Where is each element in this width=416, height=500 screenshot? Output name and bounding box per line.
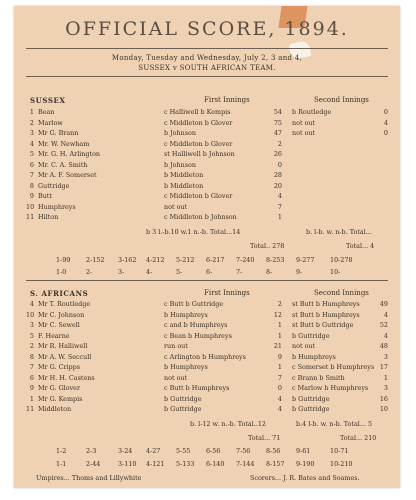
batsman-name: Mr G. Brann — [38, 129, 79, 137]
dismissal-first: c Halliwell b Kempis — [164, 108, 231, 116]
wicket-score: 4-27 — [146, 447, 161, 455]
batsman-row — [14, 373, 400, 384]
wicket-score: 4- — [146, 268, 153, 276]
batsman-name: Mr R. Halliwell — [38, 342, 88, 350]
dismissal-second: c Somerset b Humphreys — [292, 363, 375, 371]
batting-order: 10 — [26, 310, 35, 319]
wicket-score: 3-110 — [118, 460, 137, 468]
batting-order: 8 — [29, 352, 34, 361]
batsman-row — [14, 170, 400, 181]
batting-order: 5 — [29, 150, 34, 158]
divider — [26, 48, 388, 49]
batsman-name: Mr G. Cripps — [38, 363, 81, 371]
batsman-row — [14, 362, 400, 373]
batsman-row — [14, 352, 400, 363]
batsman-name: Butt — [38, 192, 52, 200]
dismissal-first: c Arlington b Humphreys — [164, 352, 246, 361]
batting-order: 8 — [29, 181, 34, 190]
wicket-score: 5-133 — [176, 460, 195, 468]
batsman-row — [14, 299, 400, 310]
batsman-row — [14, 107, 400, 118]
total-first: Total... 71 — [248, 434, 281, 442]
dismissal-second: c Brann b Smith — [292, 373, 345, 382]
batsman-row — [14, 202, 400, 213]
batsman-row — [14, 341, 400, 352]
dismissal-second: not out — [292, 342, 316, 350]
extras-first: b 3 l.-b.10 w.1 n.-b. Total...14 — [146, 228, 241, 236]
batsman-name: Guttridge — [38, 181, 70, 190]
batsman-name: Mr A. W. Seccull — [38, 352, 92, 361]
wicket-score: 6-56 — [206, 447, 221, 455]
wicket-score: 8-253 — [266, 256, 285, 264]
batting-order: 4 — [29, 139, 34, 148]
batting-order: 10 — [26, 202, 35, 211]
match-dates: Monday, Tuesday and Wednesday, July 2, 3 and 4, — [111, 54, 303, 62]
wicket-score: 10- — [330, 268, 341, 276]
runs-first: 28 — [273, 171, 282, 179]
second-innings-heading: Second Innings — [314, 96, 369, 104]
batsman-name: Mr C. Sewell — [38, 321, 80, 329]
batting-order: 3 — [29, 129, 34, 137]
batsman-name: Bean — [38, 108, 55, 116]
wicket-score: 6-217 — [206, 256, 225, 264]
batsman-row — [14, 394, 400, 405]
batsman-row — [14, 212, 400, 223]
runs-first: 47 — [273, 129, 282, 137]
wicket-score: 9-190 — [296, 460, 315, 468]
total-second: Total... 210 — [340, 434, 377, 442]
runs-first: 2 — [277, 300, 282, 308]
batsman-name: F. Hearne — [38, 331, 70, 340]
dismissal-second: b Guttridge — [292, 331, 330, 340]
dismissal-first: b Johnson — [164, 160, 197, 169]
batting-order: 5 — [29, 331, 34, 340]
batting-order: 1 — [29, 394, 34, 403]
wicket-score: 2- — [86, 268, 93, 276]
dismissal-first: c Middleton b Glover — [164, 192, 233, 200]
dismissal-first: not out — [164, 202, 188, 211]
batsman-row — [14, 181, 400, 192]
runs-first: 20 — [273, 181, 282, 190]
dismissal-first: b Guttridge — [164, 394, 202, 403]
runs-second: 4 — [383, 310, 388, 319]
divider — [26, 76, 388, 77]
batting-table — [14, 107, 400, 223]
batting-order: 4 — [29, 300, 34, 308]
dismissal-second: c Marlow b Humphreys — [292, 384, 369, 392]
wicket-score: 1-99 — [56, 256, 71, 264]
runs-first: 75 — [273, 118, 282, 127]
dismissal-second: st Butt b Guttridge — [292, 321, 354, 329]
extras-second: b.4 l-b. w. n-b. Total... 5 — [296, 420, 373, 428]
batting-order: 6 — [29, 373, 34, 382]
extras-second: b. l-b. w. n-b. Total... — [306, 228, 372, 236]
runs-first: 1 — [277, 363, 282, 371]
runs-first: 26 — [273, 150, 282, 158]
runs-first: 7 — [277, 202, 282, 211]
batting-order: 3 — [29, 321, 34, 329]
runs-second: 10 — [379, 405, 388, 413]
dismissal-second: b Humphreys — [292, 352, 336, 361]
wicket-score: 5-212 — [176, 256, 195, 264]
wicket-score: 1-2 — [56, 447, 67, 455]
batting-table — [14, 299, 400, 415]
match-title: SUSSEX v SOUTH AFRICAN TEAM. — [138, 64, 276, 72]
runs-second: 0 — [383, 108, 388, 116]
wicket-score: 8- — [266, 268, 273, 276]
batsman-name: Mr G. Glover — [38, 384, 81, 392]
batting-order: 11 — [26, 213, 35, 221]
batsman-name: Mr A. F. Somerset — [38, 171, 97, 179]
wicket-score: 7- — [236, 268, 243, 276]
batsman-name: Mr C. Johnson — [38, 310, 85, 319]
umpires: Umpires... Thoms and Lillywhite — [36, 474, 142, 482]
batsman-row — [14, 191, 400, 202]
runs-first: 2 — [277, 139, 282, 148]
batting-order: 1 — [29, 108, 34, 116]
wicket-score: 10-71 — [330, 447, 349, 455]
dismissal-first: b Humphreys — [164, 363, 208, 371]
batting-order: 7 — [29, 171, 34, 179]
page-title: OFFICIAL SCORE, 1894. — [65, 18, 349, 40]
runs-first: 21 — [273, 342, 282, 350]
runs-first: 9 — [277, 352, 282, 361]
wicket-score: 8-157 — [266, 460, 285, 468]
batsman-name: Mr. G. H. Arlington — [38, 150, 101, 158]
batsman-row — [14, 320, 400, 331]
wicket-score: 7-56 — [236, 447, 251, 455]
runs-second: 49 — [379, 300, 388, 308]
runs-second: 4 — [383, 118, 388, 127]
wicket-score: 10-210 — [330, 460, 353, 468]
wicket-score: 3-162 — [118, 256, 137, 264]
batsman-name: Mr. W. Newham — [38, 139, 90, 148]
wicket-score: 5-55 — [176, 447, 191, 455]
team-name: SUSSEX — [30, 96, 66, 105]
batsman-row — [14, 149, 400, 160]
wicket-score: 3-24 — [118, 447, 133, 455]
team-name: S. AFRICANS — [30, 289, 89, 298]
runs-second: 52 — [379, 321, 388, 329]
runs-first: 4 — [277, 192, 282, 200]
batsman-name: Mr. C. A. Smith — [38, 160, 88, 169]
wicket-score: 4-212 — [146, 256, 165, 264]
dismissal-first: b Middleton — [164, 171, 204, 179]
runs-second: 3 — [383, 384, 388, 392]
wicket-score: 1-1 — [56, 460, 67, 468]
batsman-name: Middleton — [38, 405, 72, 413]
dismissal-second: st Butt b Humphreys — [292, 300, 360, 308]
batting-order: 9 — [29, 384, 34, 392]
dismissal-second: not out — [292, 118, 316, 127]
runs-second: 16 — [379, 394, 388, 403]
batsman-row — [14, 404, 400, 415]
runs-first: 0 — [277, 384, 282, 392]
runs-second: 4 — [383, 331, 388, 340]
first-innings-heading: First Innings — [204, 96, 250, 104]
batsman-row — [14, 128, 400, 139]
batsman-row — [14, 331, 400, 342]
wicket-score: 6- — [206, 268, 213, 276]
total-first: Total.. 278 — [250, 242, 285, 250]
wicket-score: 7-144 — [236, 460, 255, 468]
total-second: Total... 4 — [346, 242, 375, 250]
wicket-score: 2-152 — [86, 256, 105, 264]
wicket-score: 10-278 — [330, 256, 353, 264]
dismissal-first: c Bean b Humphreys — [164, 331, 232, 340]
wicket-score: 6-140 — [206, 460, 225, 468]
dismissal-first: b Humphreys — [164, 310, 208, 319]
runs-first: 7 — [277, 373, 282, 382]
dismissal-first: c Middleton b Glover — [164, 139, 233, 148]
dismissal-second: st Butt b Humphreys — [292, 310, 360, 319]
wicket-score: 3- — [118, 268, 125, 276]
runs-second: 48 — [379, 342, 388, 350]
runs-first: 54 — [273, 108, 282, 116]
dismissal-first: b Guttridge — [164, 405, 202, 413]
dismissal-first: st Halliwell b Johnson — [164, 150, 235, 158]
runs-first: 4 — [277, 394, 282, 403]
batsman-name: Humphreys — [38, 202, 76, 211]
wicket-score: 4-121 — [146, 460, 165, 468]
batting-order: 7 — [29, 363, 34, 371]
wicket-score: 9- — [296, 268, 303, 276]
runs-first: 1 — [277, 213, 282, 221]
batsman-name: Hilton — [38, 213, 59, 221]
wicket-score: 9-277 — [296, 256, 315, 264]
runs-first: 12 — [273, 310, 282, 319]
dismissal-second: b Routledge — [292, 108, 332, 116]
wicket-score: 2-3 — [86, 447, 97, 455]
scorecard — [14, 6, 400, 488]
batsman-row — [14, 139, 400, 150]
runs-first: 0 — [277, 160, 282, 169]
batting-order: 2 — [29, 118, 34, 127]
batting-order: 11 — [26, 405, 35, 413]
extras-first: b. l-12 w. n.-b. Total..12 — [190, 420, 266, 428]
batsman-row — [14, 310, 400, 321]
runs-first: 1 — [277, 331, 282, 340]
wicket-score: 7-240 — [236, 256, 255, 264]
dismissal-first: not out — [164, 373, 188, 382]
wicket-score: 5- — [176, 268, 183, 276]
scorers: Scorers... J. R. Bates and Soames. — [250, 474, 360, 482]
runs-second: 0 — [383, 129, 388, 137]
runs-second: 17 — [379, 363, 388, 371]
wicket-score: 2-44 — [86, 460, 101, 468]
runs-first: 4 — [277, 405, 282, 413]
batsman-row — [14, 383, 400, 394]
batsman-row — [14, 160, 400, 171]
divider — [26, 280, 388, 281]
dismissal-first: c Butt b Humphreys — [164, 384, 230, 392]
batting-order: 9 — [29, 192, 34, 200]
dismissal-second: b Guttridge — [292, 405, 330, 413]
batsman-name: Mr T. Routledge — [38, 300, 91, 308]
dismissal-first: c Middleton b Glover — [164, 118, 233, 127]
batsman-name: Marlow — [38, 118, 63, 127]
dismissal-second: not out — [292, 129, 316, 137]
wicket-score: 1-0 — [56, 268, 67, 276]
runs-second: 1 — [383, 373, 388, 382]
first-innings-heading: First Innings — [204, 289, 250, 297]
dismissal-first: c Middleton b Johnson — [164, 213, 237, 221]
wicket-score: 8-56 — [266, 447, 281, 455]
wicket-score: 9-61 — [296, 447, 311, 455]
dismissal-first: run out — [164, 342, 188, 350]
batting-order: 2 — [29, 342, 34, 350]
second-innings-heading: Second Innings — [314, 289, 369, 297]
batsman-row — [14, 118, 400, 129]
batting-order: 6 — [29, 160, 34, 169]
dismissal-first: c Butt b Guttridge — [164, 300, 224, 308]
dismissal-first: b Johnson — [164, 129, 197, 137]
dismissal-second: b Guttridge — [292, 394, 330, 403]
runs-first: 1 — [277, 321, 282, 329]
dismissal-first: c and b Humphreys — [164, 321, 228, 329]
batsman-name: Mr G. Kempis — [38, 394, 83, 403]
dismissal-first: b Middleton — [164, 181, 204, 190]
batsman-name: Mr H. H. Castens — [38, 373, 95, 382]
runs-second: 3 — [383, 352, 388, 361]
